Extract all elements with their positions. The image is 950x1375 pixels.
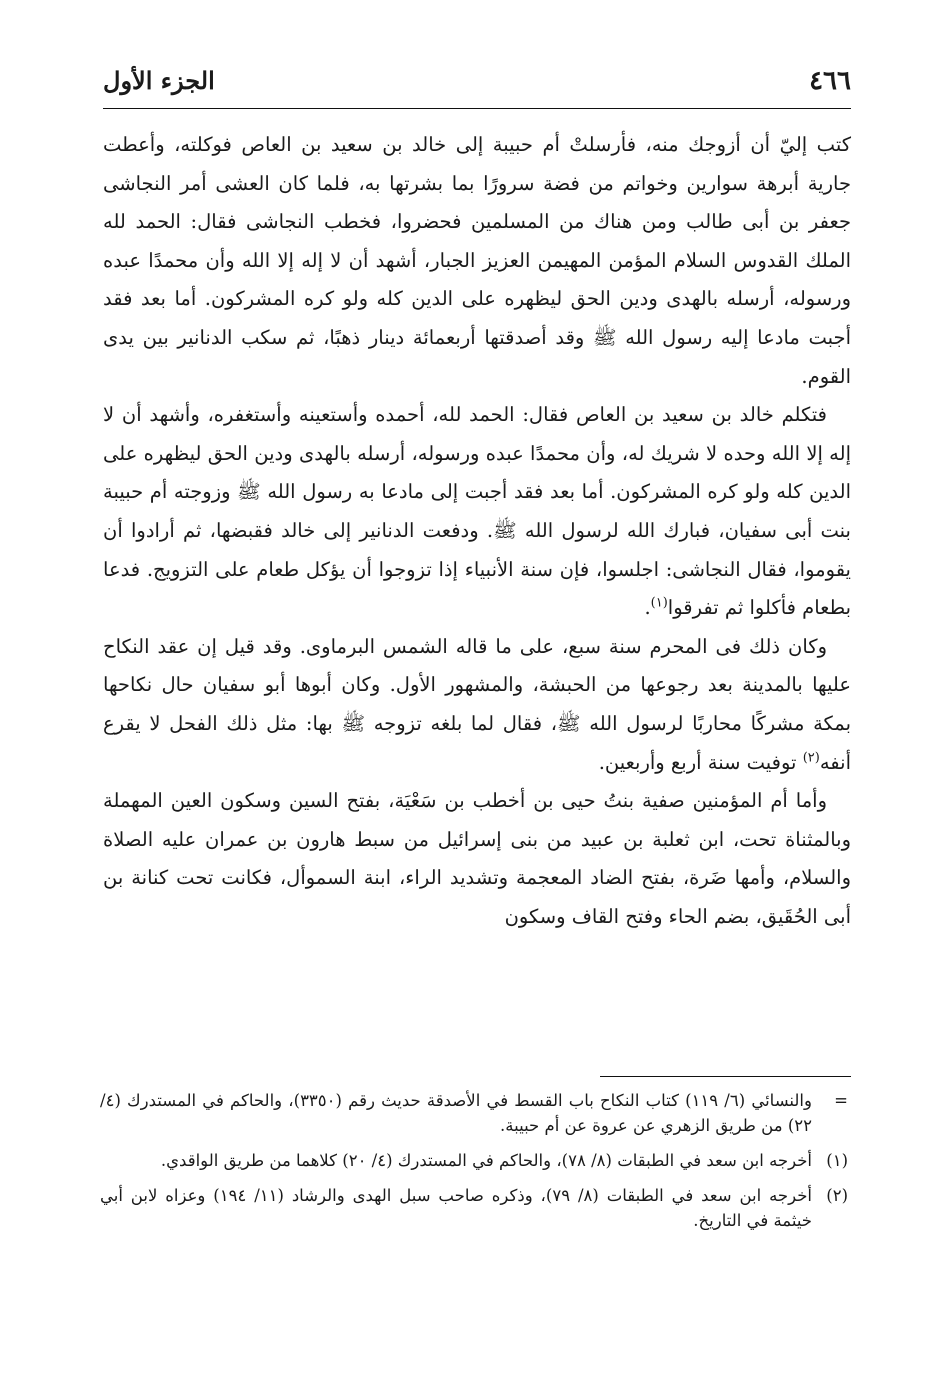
footnote-marker: (١) — [826, 1151, 848, 1170]
main-text — [103, 126, 851, 936]
footnote-marker: = — [834, 1091, 848, 1110]
footnote-divider — [600, 1076, 851, 1077]
paragraph-4: وأما أم المؤمنين صفية بنتُ حيى بن أخطب بن سَعْيَة، بفتح السين وسكون العين المهملة وبالمثناة تحت، ابن ثعلبة بن عبيد من بنى إسرائيل من سبط هارون بن عمران عليه الصلاة والسلام، وأمها ضَرة، بفتح الضاد المعجمة وتشديد الراء، ابنة السموأل، فكانت تحت كنانة بن أبى الحُقَيق، بضم الحاء وفتح القاف وسكون — [103, 789, 851, 928]
footnotes — [100, 1088, 852, 1243]
footnote-text: أخرجه ابن سعد في الطبقات (٨/ ٧٩)، وذكره صاحب سبل الهدى والرشاد (١١/ ١٩٤) وعزاه لابن أبي خيثمة في التاريخ. — [100, 1186, 813, 1230]
footnote-text: والنسائي (٦/ ١١٩) كتاب النكاح باب القسط في الأصدقة حديث رقم (٣٣٥٠)، والحاكم في المستدرك (٤/ ٢٢) من طريق الزهري عن عروة عن أم حبيبة. — [100, 1091, 812, 1135]
footnote-ref-2[interactable]: (٢) — [802, 750, 820, 765]
page-number: ٤٦٦ — [809, 66, 851, 96]
footnote-continued — [100, 1088, 852, 1138]
footnote-ref-1[interactable]: (١) — [650, 595, 668, 611]
running-title: الجزء الأول — [103, 66, 215, 95]
footnote-2 — [100, 1183, 852, 1233]
footnote-1 — [100, 1148, 852, 1173]
footnote-text: أخرجه ابن سعد في الطبقات (٨/ ٧٨)، والحاكم في المستدرك (٤/ ٢٠) كلاهما من طريق الواقدي. — [160, 1151, 812, 1170]
paragraph-1: كتب إليّ أن أزوجك منه، فأرسلتْ أم حبيبة إلى خالد بن سعيد بن العاص فوكلته، وأعطت جارية أبرهة سوارين وخواتم من فضة سرورًا بما بشرتها به، فلما كان العشى أمر النجاشى جعفر بن أبى طالب ومن هناك من المسلمين فحضروا، فخطب النجاشى فقال: الحمد لله الملك القدوس السلام المؤمن المهيمن العزيز الجبار، أشهد أن لا إله إلا الله وأن محمدًا عبده ورسوله، أرسله بالهدى ودين الحق ليظهره على الدين كله ولو كره المشركون. أما بعد فقد أجبت مادعا إليه رسول الله ﷺ وقد أصدقتها أربعمائة دينار ذهبًا، ثم سكب الدنانير بين يدى القوم. — [103, 133, 852, 388]
footnote-marker: (٢) — [826, 1186, 848, 1205]
page-header — [103, 66, 851, 106]
paragraph-3: وكان ذلك فى المحرم سنة سبع، على ما قاله الشمس البرماوى. وقد قيل إن عقد النكاح عليها بالمدينة بعد رجوعها من الحبشة، والمشهور الأول. وكان أبوها أبو سفيان حال نكاحها بمكة مشركًا محاربًا لرسول الله ﷺ، فقال لما بلغه تزوجه ﷺ بها: مثل ذلك الفحل لا يقرع أنفه$^{(٢)}$ توفيت سنة أربع وأربعين. — [103, 634, 851, 774]
paragraph-2: فتكلم خالد بن سعيد بن العاص فقال: الحمد لله، أحمده وأستعينه وأستغفره، وأشهد أن لا إله إلا الله وحده لا شريك له، وأن محمدًا عبده ورسوله، أرسله بالهدى ودين الحق ليظهره على الدين كله ولو كره المشركون. أما بعد فقد أجبت إلى مادعا به رسول الله ﷺ وزوجته أم حبيبة بنت أبى سفيان، فبارك الله لرسول الله ﷺ. ودفعت الدنانير إلى خالد فقبضها، ثم أرادوا أن يقوموا، فقال النجاشى: اجلسوا، فإن سنة الأنبياء إذا تزوجوا أن يؤكل طعام على التزويج. فدعا بطعام فأكلوا ثم تفرقوا$^{(١)}$. — [103, 403, 851, 620]
header-divider — [103, 108, 851, 109]
